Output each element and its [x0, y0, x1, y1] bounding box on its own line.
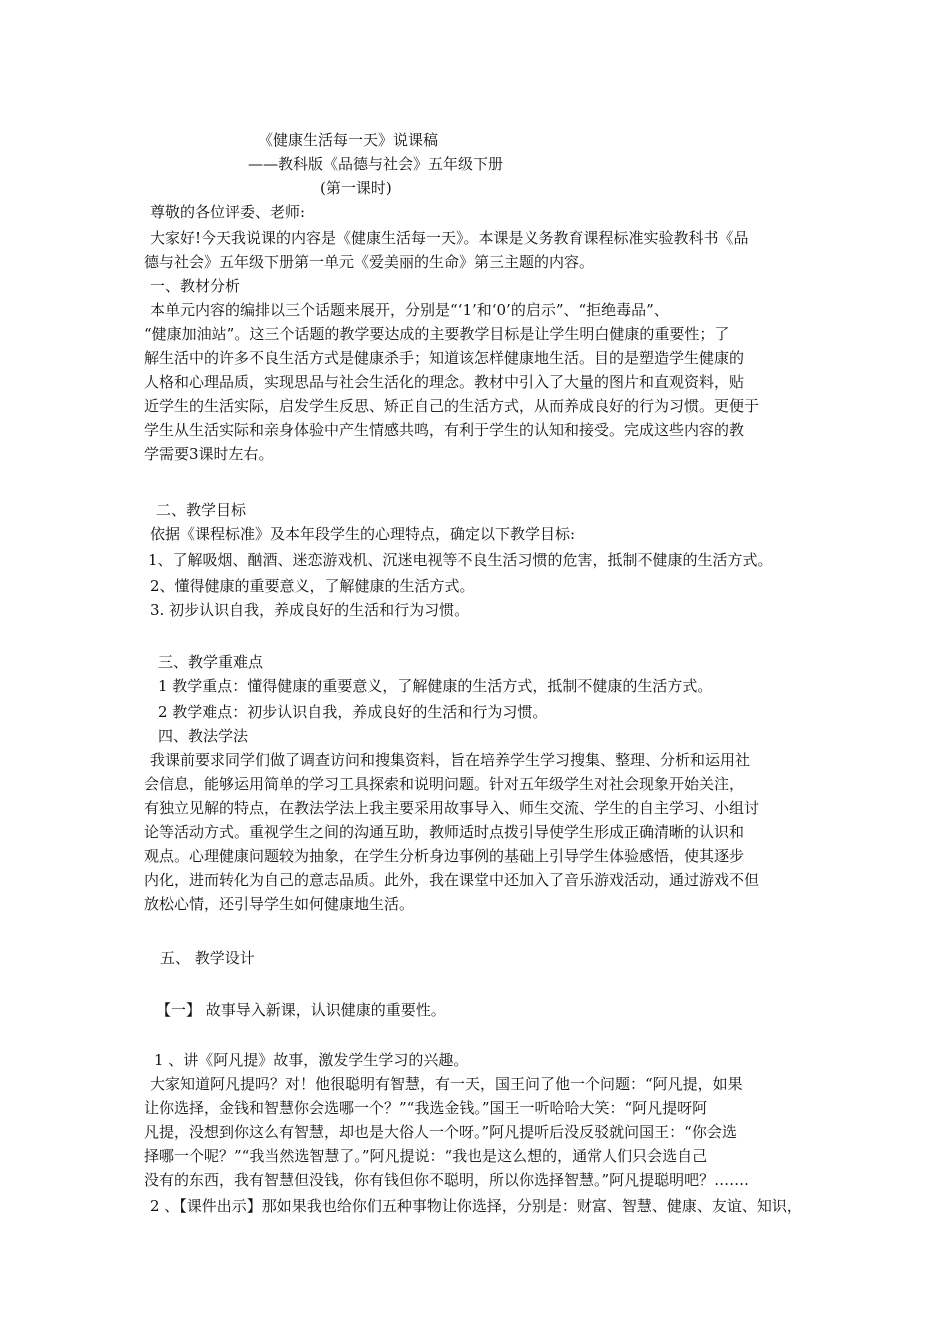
paragraph-line: 让你选择，金钱和智慧你会选哪一个？”“我选金钱。”国王一听哈哈大笑：“阿凡提呀阿 [144, 1099, 708, 1117]
section-4-paragraph [144, 748, 810, 916]
paragraph-line: 放松心情，还引导学生如何健康地生活。 [144, 895, 415, 913]
paragraph-line: 大家知道阿凡提吗？对！他很聪明有智慧，有一天，国王问了他一个问题：“阿凡提，如果 [150, 1075, 743, 1093]
paragraph-line: 有独立见解的特点，在教法学法上我主要采用故事导入、师生交流、学生的自主学习、小组讨 [144, 799, 760, 817]
goal-item: 1、了解吸烟、酗酒、迷恋游戏机、沉迷电视等不良生活习惯的危害，抵制不健康的生活方式。 [148, 551, 773, 569]
key-point-item: 1 教学重点：懂得健康的重要意义，了解健康的生活方式，抵制不健康的生活方式。 [158, 677, 713, 695]
paragraph-line: 没有的东西，我有智慧但没钱，你有钱但你不聪明，所以你选择智慧。”阿凡提聪明吧？……. [144, 1171, 749, 1189]
paragraph-line: 学生从生活实际和亲身体验中产生情感共鸣，有利于学生的认知和接受。完成这些内容的教 [144, 421, 745, 439]
paragraph-line: 会信息，能够运用简单的学习工具探索和说明问题。针对五年级学生对社会现象开始关注， [144, 775, 745, 793]
story-paragraph [144, 1072, 810, 1192]
paragraph-line: 本单元内容的编排以三个话题来展开，分别是“‘1’和‘0’的启示”、“拒绝毒品”、 [150, 301, 669, 319]
paragraph-line: 观点。心理健康问题较为抽象，在学生分析身边事例的基础上引导学生体验感悟，使其逐步 [144, 847, 745, 865]
intro-line: 德与社会》五年级下册第一单元《爱美丽的生命》第三主题的内容。 [144, 253, 595, 271]
paragraph-line: 内化，进而转化为自己的意志品质。此外，我在课堂中还加入了音乐游戏活动，通过游戏不但 [144, 871, 760, 889]
doc-title: 《健康生活每一天》说课稿 [258, 131, 439, 149]
intro-paragraph [144, 226, 810, 274]
paragraph-line: 学需要3课时左右。 [144, 445, 274, 463]
paragraph-line: “健康加油站”。这三个话题的教学要达成的主要教学目标是让学生明白健康的重要性；了 [144, 325, 730, 343]
goal-item: 3. 初步认识自我，养成良好的生活和行为习惯。 [150, 601, 470, 619]
paragraph-line: 我课前要求同学们做了调查访问和搜集资料，旨在培养学生学习搜集、整理、分析和运用社 [150, 751, 751, 769]
doc-subtitle: ——教科版《品德与社会》五年级下册 [248, 155, 504, 173]
goal-item: 2、懂得健康的重要意义，了解健康的生活方式。 [150, 577, 475, 595]
section-title-3: 三、教学重难点 [158, 653, 264, 671]
design-step-1: 【一】 故事导入新课，认识健康的重要性。 [156, 1001, 446, 1019]
section-title-2: 二、教学目标 [156, 501, 247, 519]
section-title-4: 四、教法学法 [158, 727, 249, 745]
greeting: 尊敬的各位评委、老师: [150, 203, 306, 221]
paragraph-line: 近学生的生活实际，启发学生反思、矫正自己的生活方式，从而养成良好的行为习惯。更便于 [144, 397, 760, 415]
paragraph-line: 解生活中的许多不良生活方式是健康杀手；知道该怎样健康地生活。目的是塑造学生健康的 [144, 349, 745, 367]
design-substep-2: 2 、【课件出示】那如果我也给你们五种事物让你选择，分别是：财富、智慧、健康、友谊、知识， [150, 1197, 802, 1215]
intro-line: 大家好!今天我说课的内容是《健康生活每一天》。本课是义务教育课程标准实验教科书《品 [150, 229, 749, 247]
paragraph-line: 论等活动方式。重视学生之间的沟通互助，教师适时点拨引导使学生形成正确清晰的认识和 [144, 823, 745, 841]
section-1-paragraph [144, 298, 810, 466]
paragraph-line: 凡提，没想到你这么有智慧，却也是大俗人一个呀。”阿凡提听后没反驳就问国王：“你会选 [144, 1123, 737, 1141]
section-title-5: 五、 教学设计 [160, 949, 255, 967]
paragraph-line: 人格和心理品质，实现思品与社会生活化的理念。教材中引入了大量的图片和直观资料，贴 [144, 373, 745, 391]
design-substep-1: 1 、讲《阿凡提》故事，激发学生学习的兴趣。 [154, 1051, 469, 1069]
key-point-item: 2 教学难点：初步认识自我，养成良好的生活和行为习惯。 [158, 703, 548, 721]
section-title-1: 一、教材分析 [150, 277, 241, 295]
lesson-label: (第一课时) [320, 179, 392, 197]
section-2-intro: 依据《课程标准》及本年段学生的心理特点，确定以下教学目标: [150, 525, 576, 543]
paragraph-line: 择哪一个呢？”“我当然选智慧了。”阿凡提说：“我也是这么想的，通常人们只会选自己 [144, 1147, 708, 1165]
